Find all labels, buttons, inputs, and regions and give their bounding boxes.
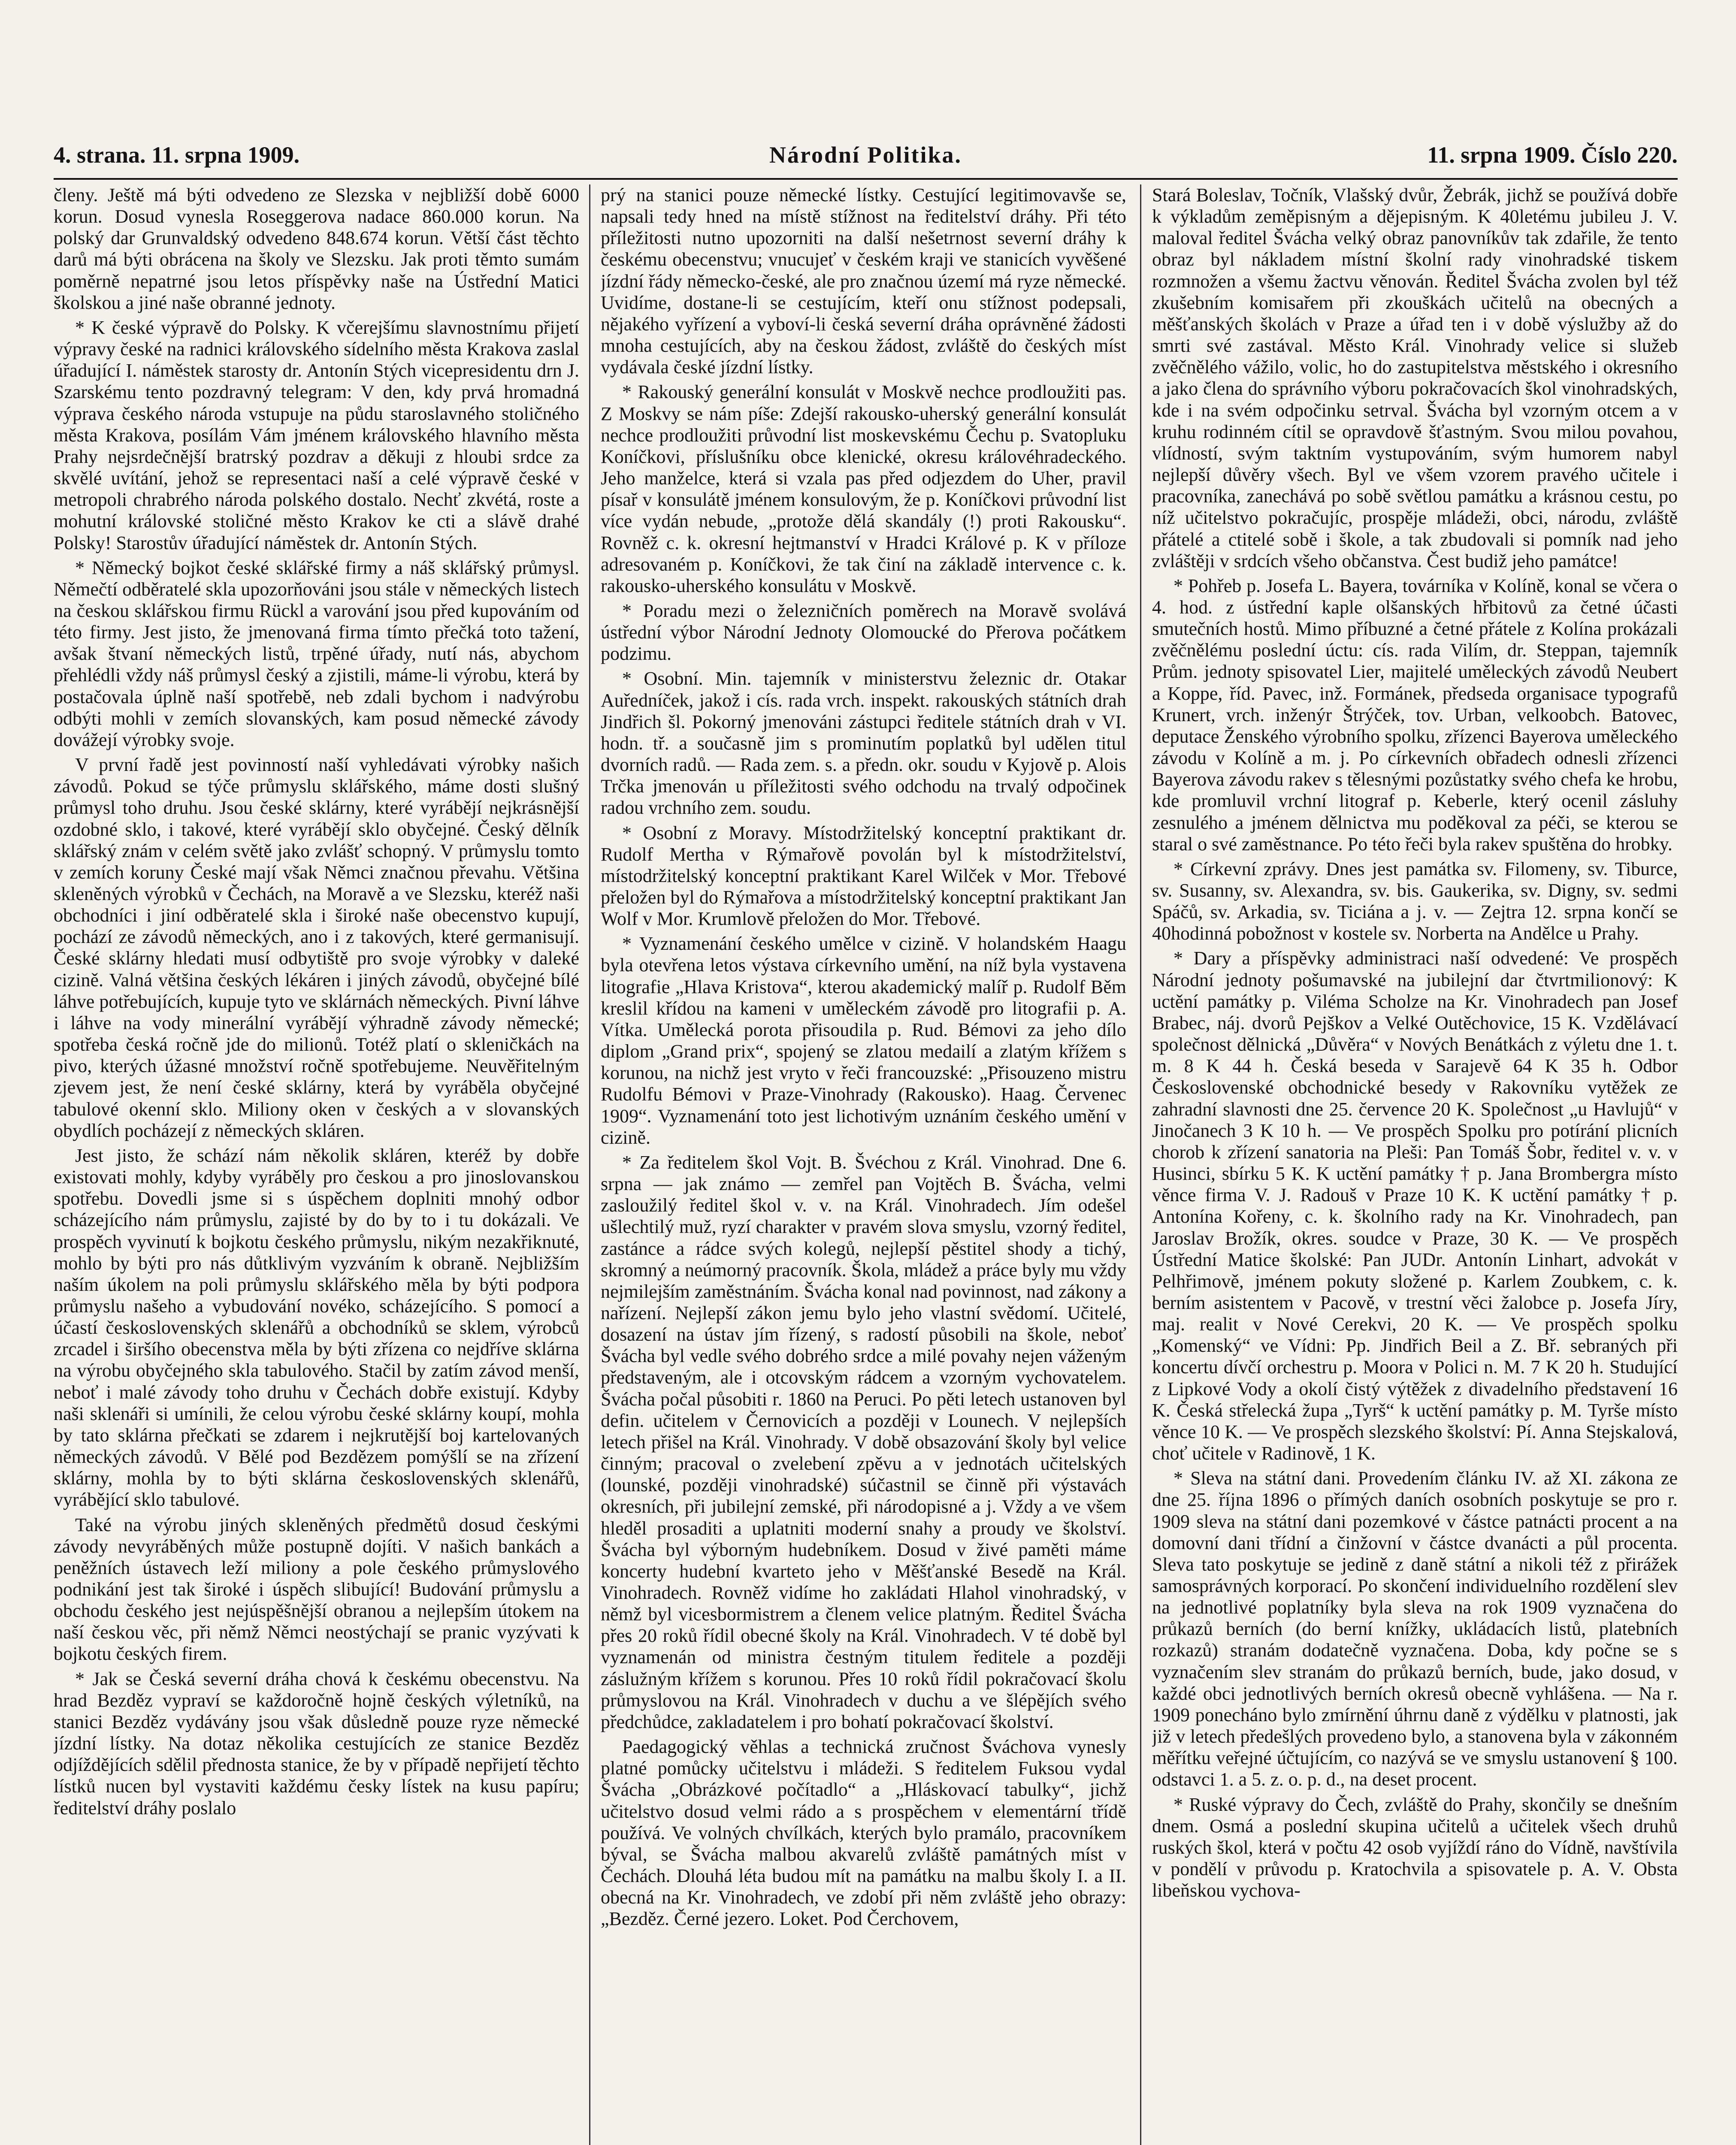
article-paragraph: * Za ředitelem škol Vojt. B. Švéchou z Král. Vinohrad. Dne 6. srpna — jak známo — zemřel pan Vojtěch B. Švácha, velmi zasloužilý ředitel škol v. v. na Král. Vinohradech. Jím odešel ušlechtilý muž, ryzí charakter v pravém slova smyslu, vzorný ředitel, zastánce a rádce svých kolegů, nejlepší pěstitel shody a tichý, skromný a neúmorný pracovník. Škola, mládež a práce byly mu vždy nejmilejším zaměstnáním. Švácha konal nad povinnost, nad zákony a nařízení. Nejlepší zákon jemu bylo jeho vlastní svědomí. Učitelé, dosazení na ústav jím řízený, s radostí působili na škole, neboť Švácha byl vedle svého dobrého srdce a milé povahy nejen váženým představeným, ale i otcovským rádcem a vzorným vychovatelem. Švácha počal působiti r. 1860 na Peruci. Po pěti letech ustanoven byl defin. učitelem v Černovicích a později v Lounech. V nejlepších letech přišel na Král. Vinohrady. V době obsazování školy byl velice činným; pracoval o zvelebení zpěvu a v jednotách učitelských (lounské, později vinohradské) súčastnil se činně při výstavách okresních, při jubilejní zemské, při národopisné a j. Vždy a ve všem hleděl prosaditi a uplatniti moderní snahy a proudy ve školství. Švácha byl výborným hudebníkem. Dosud v živé paměti máme koncerty hudební kvarteto jeho v Měšťanské Besedě na Král. Vinohradech. Rovněž vidíme ho zakládati Hlahol vinohradský, v němž byl vicesbormistrem a členem velice platným. Ředitel Švácha přes 20 roků řídil obecné školy na Král. Vinohradech. V té době byl vyznamenán od ministra čestným titulem ředitele a později záslužným křížem s korunou. Přes 10 roků řídil pokračovací školu průmyslovou na Král. Vinohradech v duchu a ve šlépějích svého předchůdce, zakladatelem i pro bohatí pokračovací školství.: [601, 1151, 1126, 1732]
article-paragraph: prý na stanici pouze německé lístky. Cestující legitimovavše se, napsali tedy hned na místě stížnost na ředitelství dráhy. Při této příležitosti nutno upozorniti na další nešetrnost severní dráhy k českému obecenstvu; vnucujeť v českém kraji ve stanicích vyvěšené jízdní řády německo-české, ale pro značnou území má ryze německé. Uvidíme, dostane-li se cestujícím, kteří onu stížnost podepsali, nějakého vyřízení a vyboví-li česká severní dráha oprávněné žádosti mnoha cestujících, aby na českou žádost, zvláště do českých míst vydávala české jízdní lístky.: [601, 184, 1126, 378]
issue-date-number: 11. srpna 1909. Číslo 220.: [1427, 142, 1678, 168]
article-paragraph: * Vyznamenání českého umělce v cizině. V holandském Haagu byla otevřena letos výstava církevního umění, na níž byla vystavena litografie „Hlava Kristova“, kterou akademický malíř p. Rudolf Běm kreslil křídou na kameni v uměleckém závodě pro litografii p. A. Vítka. Umělecká porota přisoudila p. Rud. Bémovi za jeho dílo diplom „Grand prix“, spojený se zlatou medailí a zlatým křížem s korunou, na nichž jest vryto v řeči francouzské: „Přisouzeno mistru Rudolfu Bémovi v Praze-Vinohrady (Rakousko). Haag. Červenec 1909“. Vyznamenání toto jest lichotivým uznáním českého umění v cizině.: [601, 933, 1126, 1148]
header-rule: [54, 178, 1678, 180]
article-paragraph: * Ruské výpravy do Čech, zvláště do Prahy, skončily se dnešním dnem. Osmá a poslední skupina učitelů a učitelek všech druhů ruských škol, která v počtu 42 osob vyjíždí ráno do Vídně, navštívila v pondělí v průvodu p. Kratochvila a spisovatele p. A. V. Obsta libeňskou vychova-: [1152, 1794, 1678, 1901]
article-paragraph: Také na výrobu jiných skleněných předmětů dosud českými závody nevyráběných může postupně dojíti. V našich bankách a peněžních ústavech leží miliony a pole českého průmyslového podnikání jest tak široké i úspěch slibující! Budování průmyslu a obchodu českého jest nejúspěšnější obranou a nejlepším útokem na naší českou věc, při němž Němci neostýchají se pranic vyzývati k bojkotu českých firem.: [54, 1514, 579, 1665]
page-number-date: 4. strana. 11. srpna 1909.: [54, 142, 300, 168]
column-3: [1152, 184, 1678, 2145]
article-paragraph: * K české výpravě do Polsky. K včerejšímu slavnostnímu přijetí výpravy české na radnici královského sídelního města Krakova zaslal úřadující I. náměstek starosty dr. Antonín Stých vicepresidentu drn J. Szarskému tento pozdravný telegram: V den, kdy prvá hromadná výprava českého národa vstupuje na půdu staroslavného stoličného města Krakova, posílám Vám jménem královského hlavního města Prahy nejsrdečnější bratrský pozdrav a děkuji z hloubi srdce za skvělé uvítání, jehož se representaci naší a celé výpravě české v metropoli chrabrého národa polského dostalo. Nechť zkvétá, roste a mohutní královské stoličné město Krakov ke cti a slávě drahé Polsky! Starostův úřadující náměstek dr. Antonín Stých.: [54, 317, 579, 553]
article-paragraph: Stará Boleslav, Točník, Vlašský dvůr, Žebrák, jichž se používá dobře k výkladům zeměpisným a dějepisným. K 40letému jubileu J. V. maloval ředitel Švácha velký obraz panovníkův tak zdařile, že tento obraz byl nákladem místní školní rady vinohradské tiskem rozmnožen a všemu žactvu věnován. Ředitel Švácha zvolen byl též zkušebním komisařem při zkouškách učitelů na obecných a měšťanských školách v Praze a úřad ten i v době výslužby až do smrti své zastával. Město Král. Vinohrady velice si služeb zvěčnělého vážilo, volic, ho do zastupitelstva městského i okresního a jako člena do správního výboru pokračovacích škol vinohradských, kde i na svém odpočinku setrval. Švácha byl vzorným otcem a v kruhu rodinném cítil se opravdově šťastným. Svou milou povahou, vlídností, svým taktním vystupováním, svým humorem nabyl nejlepší důvěry všech. Byl ve všem vzorem pravého učitele i pracovníka, zanechává po sobě světlou památku a krásnou cestu, po níž učitelstvo pokračujíc, prospěje mládeži, obci, národu, zvláště přátelé a ctitelé sobě i škole, a tak zbudovali si pomník nad jeho zvláštěji v srdcích všeho občanstva. Čest budiž jeho památce!: [1152, 184, 1678, 571]
article-paragraph: * Pohřeb p. Josefa L. Bayera, továrníka v Kolíně, konal se včera o 4. hod. z ústřední kaple olšanských hřbitovů za četné účasti smutečních hostů. Mimo příbuzné a četné přátele z Kolína prokázali zvěčnělému poslední úctu: cís. rada Vilím, dr. Steppan, tajemník Prům. jednoty spisovatel Lier, majitelé uměleckých závodů Neubert a Koppe, říd. Pavec, inž. Formánek, předseda organisace typografů Krunert, vrch. inženýr Štrýček, tov. Urban, velkoobch. Batovec, deputace Ženského výrobního spolku, zřízenci Bayerova uměleckého závodu v Kolíně a m. j. Po církevních obřadech odnesli zřízenci Bayerova závodu rakev s tělesnými pozůstatky svého chefa ke hrobu, kde promluvil vrchní litograf p. Keberle, který ocenil zásluhy zesnulého a jménem dělnictva mu poděkoval za péči, se kterou se staral o své zaměstnance. Po této řeči byla rakev spuštěna do hrobky.: [1152, 575, 1678, 855]
article-paragraph: * Osobní z Moravy. Místodržitelský konceptní praktikant dr. Rudolf Mertha v Rýmařově povolán byl k místodržitelství, místodržitelský konceptní praktikant Karel Wilček v Mor. Třebové přeložen byl do Rýmařova a místodržitelský konceptní praktikant Jan Wolf v Mor. Krumlově přeložen do Mor. Třebové.: [601, 822, 1126, 930]
article-paragraph: * Německý bojkot české sklářské firmy a náš sklářský průmysl. Němečtí odběratelé skla upozorňováni jsou stále v německých listech na českou sklářskou firmu Rückl a varování jsou před kupováním od této firmy. Jest jisto, že jmenovaná firma tímto přečká toto tažení, avšak štvaní německých listů, trpěné úřady, nutí nás, abychom přehlédli vždy náš průmysl český a zjistili, máme-li výrobu, která by postačovala úplně naší spotřebě, neb zdali bychom i nadvýrobu odbýti mohli v zemích slovanských, kam posud německé závody dovážejí výrobky svoje.: [54, 557, 579, 750]
column-divider: [589, 184, 590, 2145]
column-divider: [1140, 184, 1141, 2145]
article-paragraph: * Poradu mezi o železničních poměrech na Moravě svolává ústřední výbor Národní Jednoty Olomoucké do Přerova počátkem podzimu.: [601, 600, 1126, 665]
article-paragraph: Jest jisto, že schází nám několik skláren, kteréž by dobře existovati mohly, kdyby vyráběly pro českou a pro jinoslovanskou spotřebu. Dovedli jsme si s úspěchem doplniti mnohý odbor scházejícího nám průmyslu, zajisté by do by to i tu dokázali. Ve prospěch vyvinutí k bojkotu českého průmyslu, nikým nezakřiknuté, mohlo by býti pro nás důtklivým vyzváním k obraně. Nejbližším naším úkolem na poli průmyslu sklářského měla by býti podpora průmyslu našeho a vybudování novéko, scházejícího. S pomocí a účastí československých sklenářů a obchodníků se sklem, výrobců zrcadel i širšího obecenstva měla by býti zřízena co nejdříve sklárna na výrobu obyčejného skla tabulového. Stačil by zatím závod menší, neboť i malé závody toho druhu v Čechách dobře existují. Kdyby naši sklenáři si umínili, že celou výrobu české sklárny koupí, mohla by tato sklárna přečkati se zdarem i nejkrutější boj kartelovaných německých závodů. V Bělé pod Bezdězem pomýšlí se na zřízení sklárny, mohla by to býti sklárna československých sklenářů, vyrábějící sklo tabulové.: [54, 1145, 579, 1511]
newspaper-title: Národní Politika.: [769, 142, 962, 168]
article-paragraph: členy. Ještě má býti odvedeno ze Slezska v nejbližší době 6000 korun. Dosud vynesla Roseggerova nadace 860.000 korun. Na polský dar Grunvaldský odvedeno 848.674 korun. Větší část těchto darů má býti obrácena na školy ve Slezsku. Jak proti těmto sumám poměrně nepatrné jsou letos příspěvky naše na Ústřední Matici školskou a jiné naše obranné jednoty.: [54, 184, 579, 313]
article-paragraph: Paedagogický věhlas a technická zručnost Šváchova vynesly platné pomůcky učitelstvu i mládeži. S ředitelem Fuksou vydal Švácha „Obrázkové počítadlo“ a „Hláskovací tabulky“, jichž učitelstvo dosud velmi rádo a s prospěchem v elementární třídě používá. Ve volných chvílkách, kterých bylo pramálo, pracovníkem býval, se Švácha malbou akvarelů zvláště památných míst v Čechách. Dlouhá léta budou mít na památku na malbu školy I. a II. obecná na Kr. Vinohradech, ve zdobí při něm zvláště jeho obrazy: „Bezděz. Černé jezero. Loket. Pod Čerchovem,: [601, 1736, 1126, 1930]
article-paragraph: * Jak se Česká severní dráha chová k českému obecenstvu. Na hrad Bezděz vypraví se každoročně hojně českých výletníků, na stanici Bezděz vydávány jsou však důsledně pouze ryze německé jízdní lístky. Na dotaz několika cestujících ze stanice Bezděz odjíždějících sdělil přednosta stanice, že by v případě nepřijetí těchto lístků nucen byl vystaviti každému česky lístek na kusu papíru; ředitelství dráhy poslalo: [54, 1668, 579, 1819]
article-paragraph: * Církevní zprávy. Dnes jest památka sv. Filomeny, sv. Tiburce, sv. Susanny, sv. Alexandra, sv. bis. Gaukerika, sv. Digny, sv. sedmi Spáčů, sv. Arkadia, sv. Ticiána a j. v. — Zejtra 12. srpna končí se 40hodinná pobožnost v kostele sv. Norberta na Andělce u Prahy.: [1152, 858, 1678, 944]
article-paragraph: * Sleva na státní dani. Provedením článku IV. až XI. zákona ze dne 25. října 1896 o přímých daních osobních poskytuje se pro r. 1909 sleva na státní dani pozemkové v částce patnácti procent a na domovní dani třídní a činžovní v částce dvanácti a půl procenta. Sleva tato poskytuje se jedině z daně státní a nikoli též z přirážek samosprávných korporací. Po skončení individuelního rozdělení slev na jednotlivé poplatníky byla sleva na rok 1909 vyznačena do průkazů berních (do berní knížky, ukládacích listů, platebních rozkazů) stranám dodatečně vyznačena. Doba, kdy počne se s vyznačením slev stranám do průkazů berních, bude, jako dosud, v každé obci jednotlivých berních okresů obecně vyhlášena. — Na r. 1909 ponecháno bylo zmírnění úhrnu daně z výdělku v platnosti, jak již v letech předešlých provedeno bylo, a stanovena byla v zákonném měřítku veřejné účtujícím, co nazývá se ve smyslu ustanovení § 100. odstavci 1. a 5. z. o. p. d., na deset procent.: [1152, 1468, 1678, 1790]
article-paragraph: V první řadě jest povinností naší vyhledávati výrobky našich závodů. Pokud se týče průmyslu sklářského, máme dosti slušný průmysl toho druhu. Jsou české sklárny, které vyrábějí nejkrásnější ozdobné sklo, i takové, které vyrábějí sklo obyčejné. Český dělník sklářský znám v celém světě jako zvlášť schopný. V průmyslu tomto v zemích koruny České mají však Němci značnou převahu. Většina skleněných výrobků v Čechách, na Moravě a ve Slezsku, kteréž naši obchodníci i jiní odběratelé skla i široké naše obecenstvo kupují, pochází ze závodů německých, ano i z takových, které germanisují. České sklárny hledati musí odbytiště pro svoje výrobky v daleké cizině. Valná většina českých lékáren i jiných závodů, obyčejné bílé láhve potřebujících, kupuje tyto ve sklárnách německých. Pivní láhve i láhve na vody minerální vyrábějí výhradně závody německé; spotřeba česká ročně jde do milionů. Totéž platí o skleničkách na pivo, kterých úžasné množství ročně spotřebujeme. Neuvěřitelným zjevem jest, že není české sklárny, která by vyráběla obyčejné tabulové okenní sklo. Miliony oken v českých a v slovanských obydlích pocházejí z německých skláren.: [54, 754, 579, 1141]
article-paragraph: * Dary a příspěvky administraci naší odvedené: Ve prospěch Národní jednoty pošumavské na jubilejní dar čtvrtmilionový: K uctění památky p. Viléma Scholze na Kr. Vinohradech pan Josef Brabec, náj. dvorů Pejškov a Velké Outěchovice, 15 K. Vzdělávací společnost dělnická „Důvěra“ v Nových Benátkách z výletu dne 1. t. m. 8 K 44 h. Česká beseda v Sarajevě 64 K 35 h. Odbor Československé obchodnické besedy v Rakovníku vytěžek ze zahradní slavnosti dne 25. července 20 K. Společnost „u Havlujů“ v Jinočanech 3 K 10 h. — Ve prospěch Spolku pro potírání plicních chorob k zřízení sanatoria na Pleši: Pan Tomáš Šobr, ředitel v. v. v Husinci, sbírku 5 K. K uctění památky † p. Jana Brombergra místo věnce firma V. J. Radouš v Praze 10 K. K uctění památky † p. Antonína Kořeny, c. k. školního rady na Kr. Vinohradech, pan Jaroslav Brožík, okres. soudce v Praze, 30 K. — Ve prospěch Ústřední Matice školské: Pan JUDr. Antonín Linhart, advokát v Pelhřimově, jménem pokuty složené p. Karlem Zoubkem, c. k. berním asistentem v Pacově, v trestní věci žalobce p. Josefa Jíry, maj. realit v Nové Cerekvi, 20 K. — Ve prospěch spolku „Komenský“ ve Vídni: Pp. Jindřich Beil a Z. Bř. sebraných při koncertu dívčí orchestru p. Moora v Polici n. M. 7 K 20 h. Studující z Lipkové Vody a okolí čistý výtěžek z divadelního představení 16 K. Česká střelecká župa „Tyrš“ k uctění památky p. M. Tyrše místo věnce 10 K. — Ve prospěch slezského školství: Pí. Anna Stejskalová, choť učitele v Radinově, 1 K.: [1152, 948, 1678, 1464]
article-paragraph: * Osobní. Min. tajemník v ministerstvu železnic dr. Otakar Auředníček, jakož i cís. rada vrch. inspekt. rakouských státních drah Jindřich šl. Pokorný jmenováni zástupci ředitele státních drah v VI. hodn. tř. a současně jim s prominutím poplatků byl udělen titul dvorních radů. — Rada zem. s. a předn. okr. soudu v Kyjově p. Alois Trčka jmenován u příležitosti svého odchodu na trvalý odpočinek radou vrchního zem. soudu.: [601, 668, 1126, 819]
article-paragraph: * Rakouský generální konsulát v Moskvě nechce prodloužiti pas. Z Moskvy se nám píše: Zdejší rakousko-uherský generální konsulát nechce prodloužiti průvodní list moskevskému Čechu p. Svatopluku Koníčkovi, příslušníku obce klenické, okresu královéhradeckého. Jeho manželce, která si vzala pas před odjezdem do Uher, pravil písař v konsulátě jménem konsulovým, že p. Koníčkovi průvodní list více vydán nebude, „protože dělá skandály (!) proti Rakousku“. Rovněž c. k. okresní hejtmanství v Hradci Králové p. K v příloze adresovaném p. Koníčkovi, že tak činí na základě intervence c. k. rakousko-uherského konsulátu v Moskvě.: [601, 381, 1126, 596]
column-2: [601, 184, 1126, 2145]
newspaper-page: [54, 137, 1678, 2145]
masthead: [54, 137, 1678, 176]
column-1: [54, 184, 579, 2145]
